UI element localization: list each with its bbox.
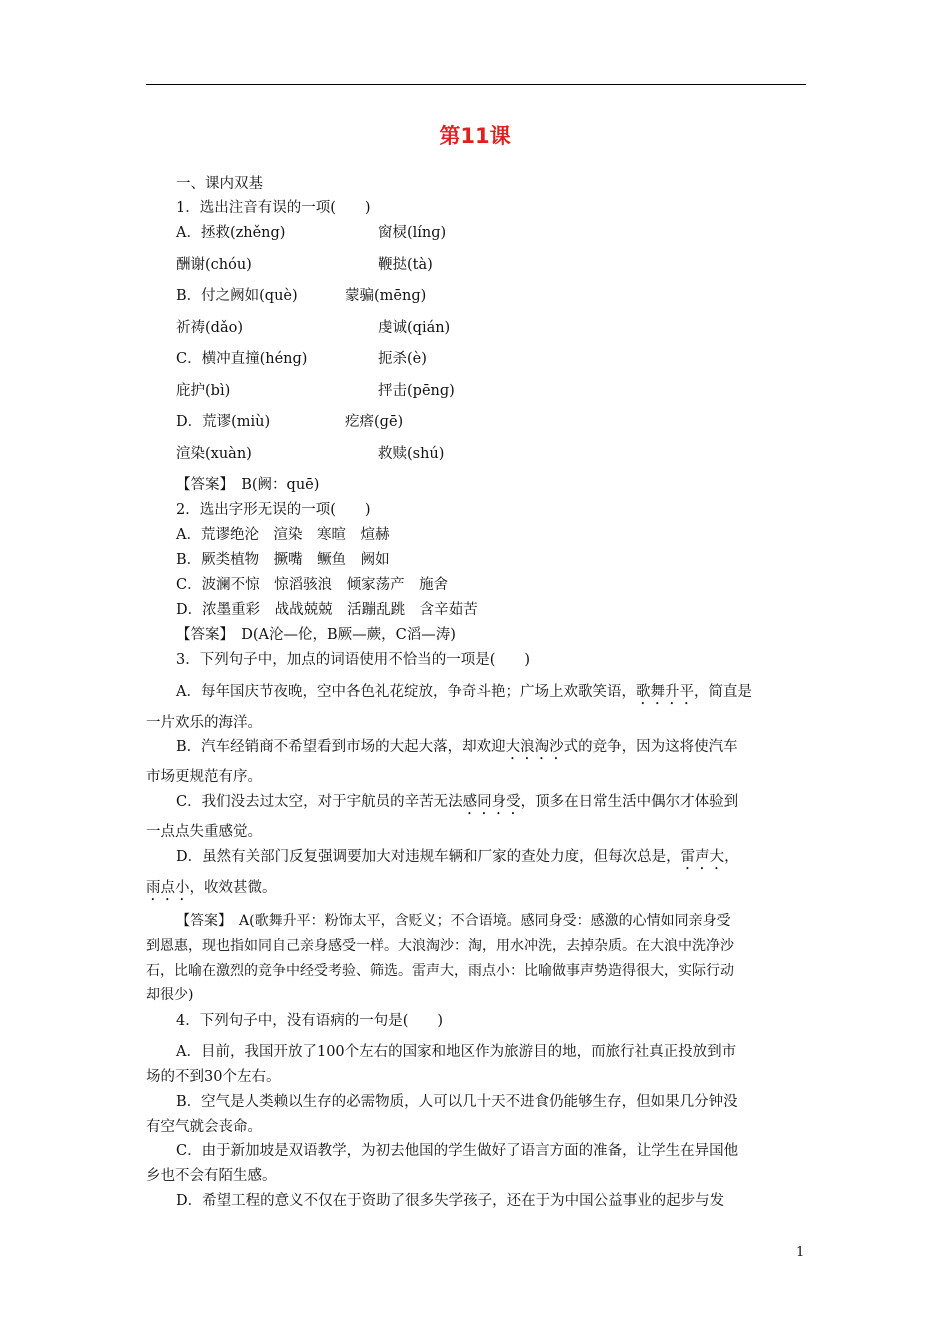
- q2-stem: 2．选出字形无误的一项( ): [176, 502, 371, 518]
- q3-option-c-text-tail: ，顶多在日常生活中偶尔才体验到: [520, 794, 739, 810]
- q3-option-d: [176, 847, 739, 873]
- q3-option-c: [176, 792, 738, 818]
- q1-option-d2: 疙瘩(ɡē): [345, 414, 404, 430]
- q1-option-b2: 蒙骗(mēnɡ): [345, 288, 427, 304]
- q3-option-d-text-tail: ，收效甚微。: [189, 880, 277, 896]
- q1-option-a2: 窗棂(línɡ): [378, 225, 447, 241]
- lesson-title: 第11课: [439, 124, 511, 148]
- q4-option-a-cont: 场的不到30个左右。: [146, 1069, 281, 1085]
- q3-option-a: [176, 682, 752, 708]
- q1-option-a4: 鞭挞(tà): [378, 257, 433, 273]
- q1-option-b4: 虔诚(qián): [378, 320, 451, 336]
- q4-option-c-cont: 乡也不会有陌生感。: [146, 1168, 277, 1184]
- section-heading: 一、课内双基: [176, 176, 263, 192]
- q2-option-b: B．厥类植物 撅嘴 鳜鱼 阙如: [176, 552, 390, 568]
- q2-option-c: C．波澜不惊 惊滔骇浪 倾家荡产 施舍: [176, 577, 449, 593]
- q4-stem: 4．下列句子中，没有语病的一句是( ): [176, 1013, 444, 1029]
- q4-option-d: D．希望工程的意义不仅在于资助了很多失学孩子，还在于为中国公益事业的起步与发: [176, 1193, 725, 1209]
- q4-option-b-cont: 有空气就会丧命。: [146, 1119, 262, 1135]
- q3-answer-line-1: 【答案】 A(歌舞升平：粉饰太平，含贬义；不合语境。感同身受：感激的心情如同亲身受: [176, 913, 731, 929]
- q3-answer-line-2: 到恩惠，现也指如同自己亲身感受一样。大浪淘沙：淘，用水冲洗，去掉杂质。在大浪中洗净沙: [146, 938, 734, 954]
- q1-option-a1: A．拯救(zhěng): [176, 225, 286, 241]
- q1-option-c3: 庇护(bì): [176, 383, 231, 399]
- page-number: 1: [796, 1245, 805, 1260]
- q1-option-c4: 抨击(pēnɡ): [378, 383, 455, 399]
- q1-option-a3: 酬谢(chóu): [176, 257, 252, 273]
- q4-option-c: C．由于新加坡是双语教学，为初去他国的学生做好了语言方面的准备，让学生在异国他: [176, 1143, 739, 1159]
- q3-answer-line-3: 石，比喻在激烈的竞争中经受考验、筛选。雷声大，雨点小：比喻做事声势造得很大，实际行动: [146, 963, 734, 979]
- q1-option-c2: 扼杀(è): [378, 351, 427, 367]
- q1-option-c1: C．横冲直撞(hénɡ): [176, 351, 308, 367]
- q2-option-a: A．荒谬绝沦 渲染 寒暄 煊赫: [176, 527, 390, 543]
- q1-answer: 【答案】 B(阙：quē): [176, 477, 320, 493]
- q3-option-d-dotted-phrase-2: 雨点小: [146, 880, 190, 896]
- q3-option-c-cont: 一点点失重感觉。: [146, 824, 262, 840]
- q1-option-d1: D．荒谬(miù): [176, 414, 271, 430]
- q3-option-b-cont: 市场更规范有序。: [146, 769, 262, 785]
- q3-option-d-text: D．虽然有关部门反复强调要加大对违规车辆和厂家的查处力度，但每次总是，: [176, 849, 681, 865]
- q2-option-d: D．浓墨重彩 战战兢兢 活蹦乱跳 含辛茹苦: [176, 602, 478, 618]
- q2-answer: 【答案】 D(A沦—伦，B厥—蕨，C滔—涛): [176, 627, 456, 643]
- q1-option-d3: 渲染(xuàn): [176, 446, 252, 462]
- q3-option-b-dotted-phrase: 大浪淘沙: [505, 739, 564, 755]
- q3-option-a-dotted-phrase: 歌舞升平: [635, 684, 694, 700]
- q4-option-b: B．空气是人类赖以生存的必需物质，人可以几十天不进食仍能够生存，但如果几分钟没: [176, 1094, 738, 1110]
- header-rule: [146, 84, 806, 85]
- q3-option-d-dotted-phrase-1: 雷声大: [680, 849, 725, 865]
- q3-option-d-cont: [146, 878, 277, 904]
- q3-option-b: [176, 737, 738, 763]
- q3-option-b-text-tail: 式的竞争，因为这将使汽车: [563, 739, 738, 755]
- q4-option-a: A．目前，我国开放了100个左右的国家和地区作为旅游目的地，而旅行社真正投放到市: [176, 1044, 737, 1060]
- q3-option-a-text-tail: ，简直是: [693, 684, 752, 700]
- q3-option-b-text: B．汽车经销商不希望看到市场的大起大落，却欢迎: [176, 739, 506, 755]
- q3-option-c-text: C．我们没去过太空，对于宇航员的辛苦无法: [176, 794, 463, 810]
- q1-option-b3: 祈祷(dǎo): [176, 320, 243, 336]
- q1-option-d4: 救赎(shú): [378, 446, 445, 462]
- q3-option-c-dotted-phrase: 感同身受: [462, 794, 521, 810]
- q3-option-a-cont: 一片欢乐的海洋。: [146, 715, 262, 731]
- q3-option-a-text: A．每年国庆节夜晚，空中各色礼花绽放，争奇斗艳；广场上欢歌笑语，: [176, 684, 636, 700]
- q3-answer-line-4: 却很少): [146, 987, 194, 1003]
- q1-stem: 1．选出注音有误的一项( ): [176, 200, 371, 216]
- q3-stem: 3．下列句子中，加点的词语使用不恰当的一项是( ): [176, 652, 531, 668]
- q1-option-b1: B．付之阙如(què): [176, 288, 298, 304]
- q3-option-d-comma: ，: [724, 849, 739, 865]
